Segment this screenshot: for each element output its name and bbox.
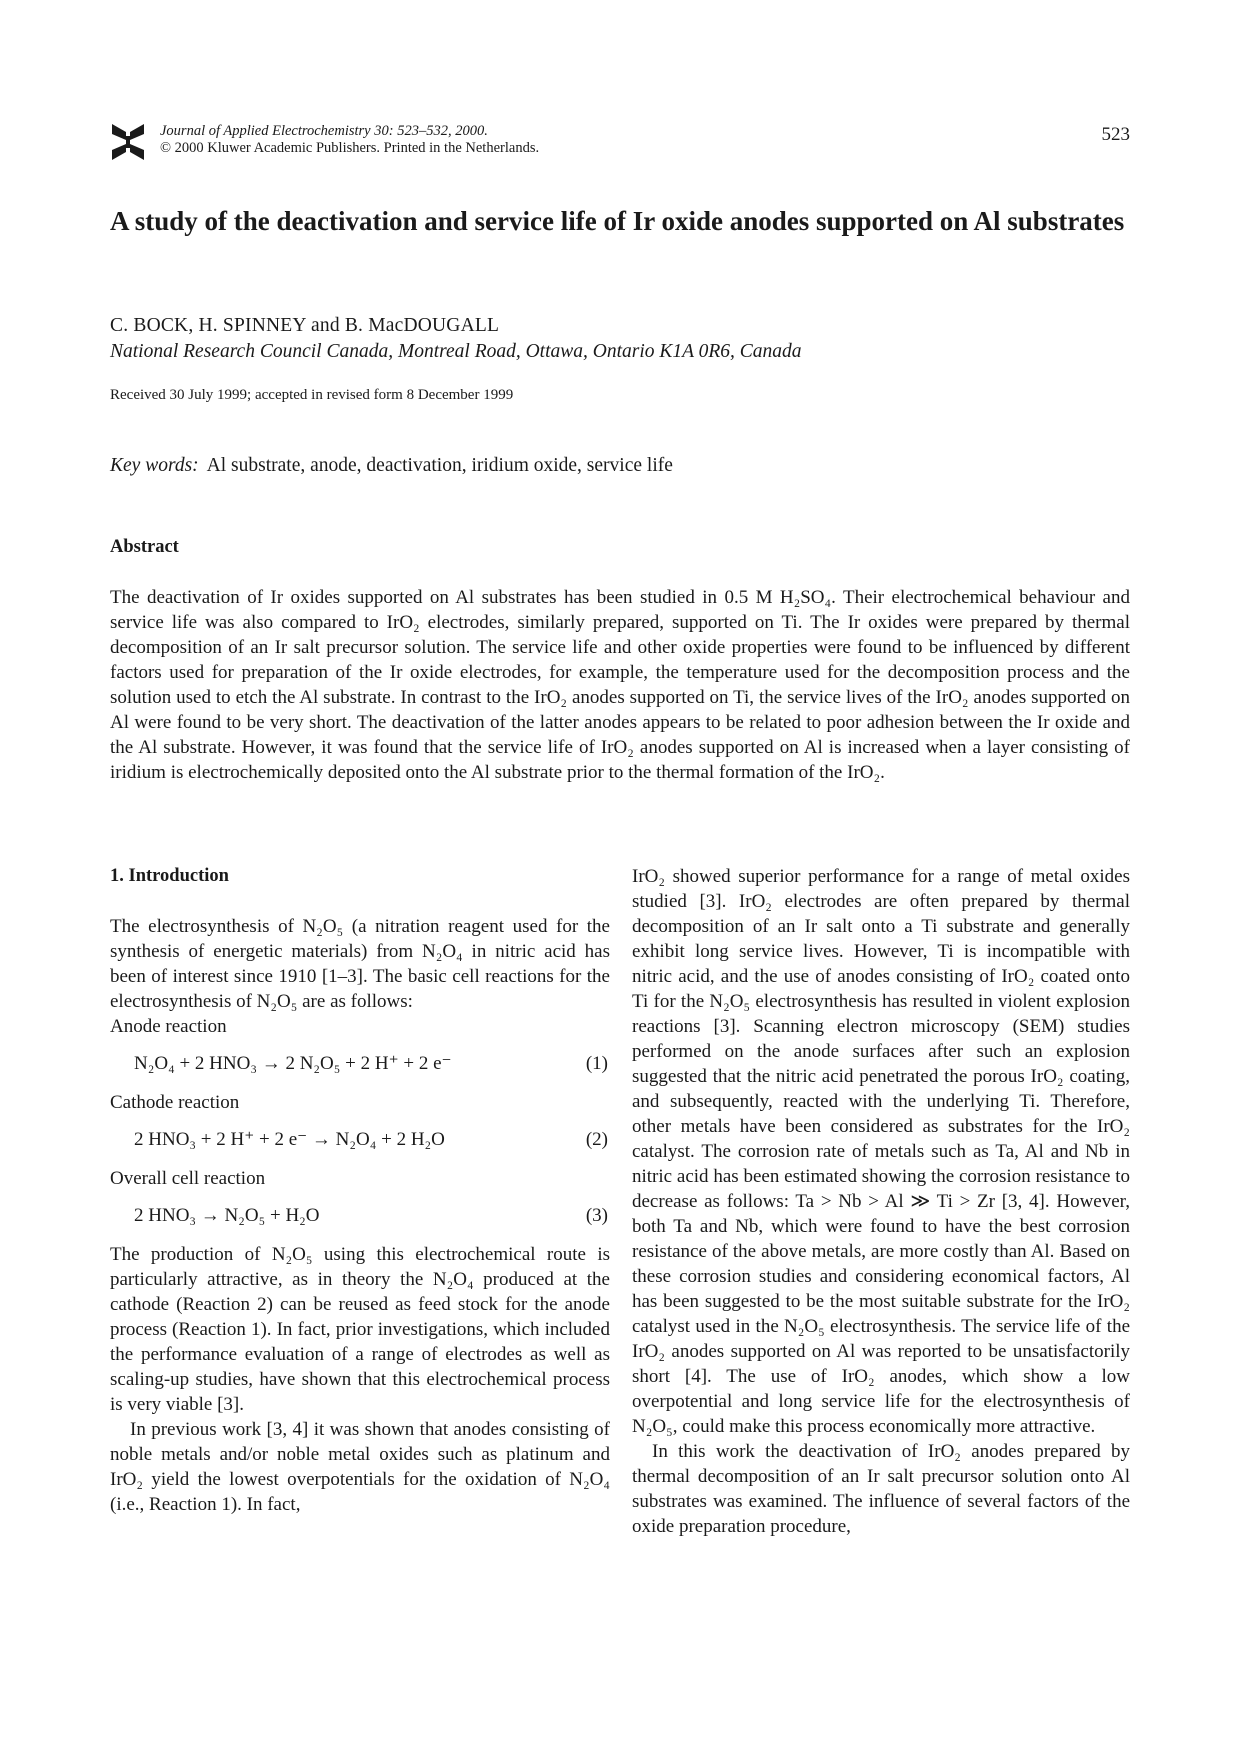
- equation-3: [110, 1203, 610, 1228]
- equation-1-text: N₂O₄ + 2 HNO₃ → 2 N₂O₅ + 2 H⁺ + 2 e⁻: [134, 1053, 452, 1074]
- equation-1: [110, 1051, 610, 1076]
- keywords-text: Al substrate, anode, deactivation, iridium oxide, service life: [206, 455, 673, 476]
- intro-paragraph-5: In this work the deactivation of IrO₂ anodes prepared by thermal decomposition of an Ir salt precursor solution onto Al substrates was examined. The influence of several factors of the oxide preparation procedure,: [632, 1441, 1130, 1537]
- intro-paragraph-4: IrO₂ showed superior performance for a range of metal oxides studied [3]. IrO₂ electrodes are often prepared by thermal decomposition of an Ir salt onto a Ti substrate and generally exhibit long service lives. However, Ti is incompatible with nitric acid, and the use of anodes consisting of IrO₂ coated onto Ti for the N₂O₅ electrosynthesis has resulted in violent explosion reactions [3]. Scanning electron microscopy (SEM) studies performed on the anode surfaces after such an explosion suggested that the nitric acid penetrated the porous IrO₂ coating, and subsequently, reacted with the underlying Ti. Therefore, other metals have been considered as substrates for the IrO₂ catalyst. The corrosion rate of metals such as Ta, Al and Nb in nitric acid has been estimated showing the corrosion resistance to decrease as follows: Ta > Nb > Al ≫ Ti > Zr [3, 4]. However, both Ta and Nb, which were found to have the best corrosion resistance of the above metals, are more costly than Al. Based on these corrosion studies and considering economical factors, Al has been suggested to be the most suitable substrate for the IrO₂ catalyst used in the N₂O₅ electrosynthesis. The service life of the IrO₂ anodes supported on Al was reported to be unsatisfactorily short [4]. The use of IrO₂ anodes, which show a low overpotential and long service life for the electrosynthesis of N₂O₅, could make this process economically more attractive.: [632, 866, 1130, 1437]
- overall-label: Overall cell reaction: [110, 1168, 266, 1189]
- keywords-label: Key words:: [110, 455, 199, 476]
- intro-paragraph-1: The electrosynthesis of N₂O₅ (a nitration reagent used for the synthesis of energetic materials) from N₂O₄ in nitric acid has been of interest since 1910 [1–3]. The basic cell reactions for the electrosynthesis of N₂O₅ are as follows:: [110, 916, 610, 1012]
- journal-line-2: © 2000 Kluwer Academic Publishers. Printed in the Netherlands.: [160, 140, 540, 156]
- equation-2-text: 2 HNO₃ + 2 H⁺ + 2 e⁻ → N₂O₄ + 2 H₂O: [134, 1129, 445, 1150]
- intro-paragraph-3: In previous work [3, 4] it was shown that anodes consisting of noble metals and/or noble metal oxides such as platinum and IrO₂ yield the lowest overpotentials for the oxidation of N₂O₄ (i.e., Reaction 1). In fact,: [110, 1419, 610, 1515]
- cathode-label: Cathode reaction: [110, 1092, 240, 1113]
- equation-2: [110, 1127, 610, 1152]
- abstract-heading: Abstract: [110, 537, 179, 557]
- abstract-text: The deactivation of Ir oxides supported on Al substrates has been studied in 0.5 M H₂SO₄. Their electrochemical behaviour and service life was also compared to IrO₂ electrodes, similarly prepared, supported on Ti. The Ir oxides were prepared by thermal decomposition of an Ir salt precursor solution. The service life and other oxide properties were found to be influenced by different factors used for preparation of the Ir oxide electrodes, for example, the temperature used for the decomposition process and the solution used to etch the Al substrate. In contrast to the IrO₂ anodes supported on Ti, the service lives of the IrO₂ anodes supported on Al were found to be very short. The deactivation of the latter anodes appears to be related to poor adhesion between the Ir oxide and the Al substrate. However, it was found that the service life of IrO₂ anodes supported on Al is increased when a layer consisting of iridium is electrochemically deposited onto the Al substrate prior to the thermal formation of the IrO₂.: [110, 587, 1130, 783]
- equation-2-number: (2): [585, 1129, 608, 1150]
- journal-line-1: Journal of Applied Electrochemistry 30: 523–532, 2000.: [160, 123, 488, 139]
- received-date: Received 30 July 1999; accepted in revised form 8 December 1999: [110, 387, 514, 403]
- journal-citation: [160, 123, 539, 157]
- publisher-logo-icon: [110, 122, 146, 162]
- intro-paragraph-2: The production of N₂O₅ using this electrochemical route is particularly attractive, as in theory the N₂O₄ produced at the cathode (Reaction 2) can be reused as feed stock for the anode process (Reaction 1). In fact, prior investigations, which included the performance evaluation of a range of electrodes as well as scaling-up studies, have shown that this electrochemical process is very viable [3].: [110, 1244, 610, 1415]
- page-number: 523: [1101, 124, 1130, 145]
- section-heading: 1. Introduction: [110, 866, 229, 886]
- anode-label: Anode reaction: [110, 1016, 227, 1037]
- equation-3-number: (3): [585, 1205, 608, 1226]
- right-column: [632, 864, 1130, 1539]
- affiliation: National Research Council Canada, Montreal Road, Ottawa, Ontario K1A 0R6, Canada: [110, 341, 802, 362]
- keywords: [110, 455, 673, 477]
- equation-1-number: (1): [585, 1053, 608, 1074]
- left-column: [110, 864, 610, 1517]
- authors: C. BOCK, H. SPINNEY and B. MacDOUGALL: [110, 315, 500, 336]
- equation-3-text: 2 HNO₃ → N₂O₅ + H₂O: [134, 1205, 320, 1226]
- paper-title: A study of the deactivation and service life of Ir oxide anodes supported on Al substrates: [110, 206, 1125, 236]
